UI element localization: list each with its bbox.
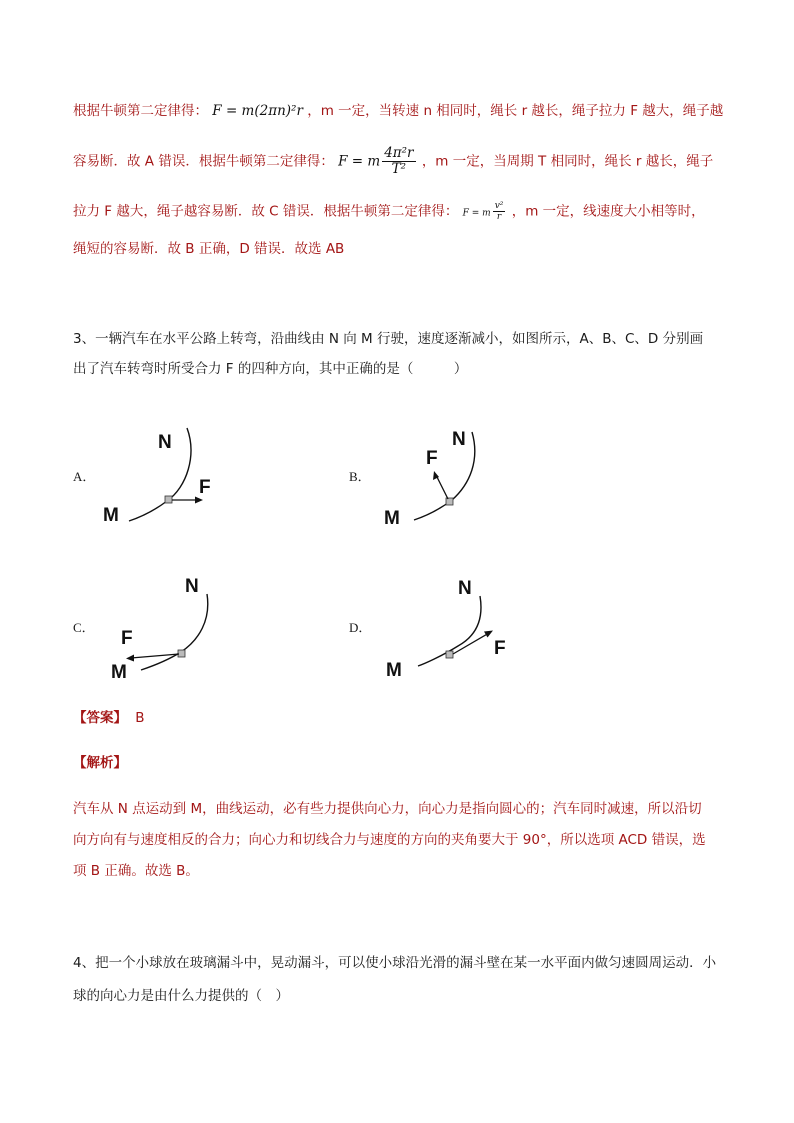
analysis-line-2: 向方向有与速度相反的合力；向心力和切线合力与速度的方向的夹角要大于 90°，所以选项 ACD 错误，选	[73, 832, 706, 848]
option-a-figure	[95, 425, 235, 535]
formula-lhs: F = m	[462, 208, 491, 219]
analysis-line-3: 项 B 正确。故选 B。	[73, 863, 199, 879]
force-arrow-line	[436, 475, 448, 499]
label-f: F	[426, 448, 438, 469]
option-d-label: D．	[349, 620, 372, 635]
text-segment: 容易断．故 A 错误．根据牛顿第二定律得：	[73, 153, 334, 170]
prev-solution-line-4: 绳短的容易断．故 B 正确，D 错误．故选 AB	[73, 241, 345, 257]
trajectory-curve	[141, 594, 208, 670]
car-marker	[178, 650, 185, 657]
force-arrow-head	[126, 655, 134, 662]
label-n: N	[185, 576, 199, 597]
prev-solution-line-3	[73, 201, 705, 224]
car-marker	[165, 496, 172, 503]
text-segment: ，m 一定，当转速 n 相同时，绳长 r 越长，绳子拉力 F 越大，绳子越	[307, 103, 724, 119]
label-f: F	[121, 628, 133, 649]
label-m: M	[111, 662, 127, 683]
fraction-denominator: r	[496, 212, 502, 222]
text-segment: ，m 一定，线速度大小相等时，	[511, 203, 705, 220]
option-b-label: B．	[349, 469, 371, 484]
formula-centripetal-n: F = m(2πn)²r	[212, 103, 303, 119]
label-m: M	[386, 660, 402, 681]
label-n: N	[452, 429, 466, 450]
label-m: M	[384, 508, 400, 529]
answer-label: 【答案】	[73, 710, 127, 726]
prev-solution-line-1	[73, 101, 723, 121]
label-n: N	[458, 578, 472, 599]
answer-value: B	[135, 710, 145, 726]
option-b-figure	[380, 420, 520, 530]
option-c-figure	[95, 570, 235, 685]
text-segment: 拉力 F 越大，绳子越容易断．故 C 错误．根据牛顿第二定律得：	[73, 203, 459, 220]
analysis-label-line	[73, 753, 127, 773]
q4-stem-line-1: 4、把一个小球放在玻璃漏斗中，晃动漏斗，可以使小球沿光滑的漏斗壁在某一水平面内做匀速圆周运动．小	[73, 955, 717, 971]
text-segment: ，m 一定，当周期 T 相同时，绳长 r 越长，绳子	[421, 153, 714, 170]
formula-fraction-period	[382, 146, 415, 177]
label-m: M	[103, 505, 119, 526]
q4-stem-line-2: 球的向心力是由什么力提供的（ ）	[73, 988, 289, 1004]
option-a-label: A．	[73, 469, 96, 484]
prev-solution-line-2	[73, 146, 713, 177]
q3-stem-line-2: 出了汽车转弯时所受合力 F 的四种方向，其中正确的是（ ）	[73, 361, 468, 377]
car-marker	[446, 498, 453, 505]
option-c-label: C．	[73, 620, 95, 635]
label-f: F	[494, 638, 506, 659]
force-arrow-head	[484, 631, 493, 638]
fraction-numerator: 4π²r	[384, 145, 414, 161]
fraction-denominator: T²	[391, 161, 407, 177]
formula-fraction-velocity	[493, 201, 506, 222]
q3-stem-line-1: 3、一辆汽车在水平公路上转弯，沿曲线由 N 向 M 行驶，速度逐渐减小，如图所示，A、B、C、D 分别画	[73, 331, 704, 347]
formula-lhs: F = m	[338, 153, 381, 170]
analysis-line-1: 汽车从 N 点运动到 M，曲线运动，必有些力提供向心力，向心力是指向圆心的；汽车同时减速，所以沿切	[73, 801, 702, 817]
analysis-label: 【解析】	[73, 755, 127, 771]
car-marker	[446, 651, 453, 658]
answer-line	[73, 708, 145, 728]
label-f: F	[199, 477, 211, 498]
fraction-numerator: v²	[494, 201, 504, 211]
option-d-figure	[380, 570, 530, 685]
text-segment: 根据牛顿第二定律得：	[73, 103, 208, 119]
label-n: N	[158, 432, 172, 453]
